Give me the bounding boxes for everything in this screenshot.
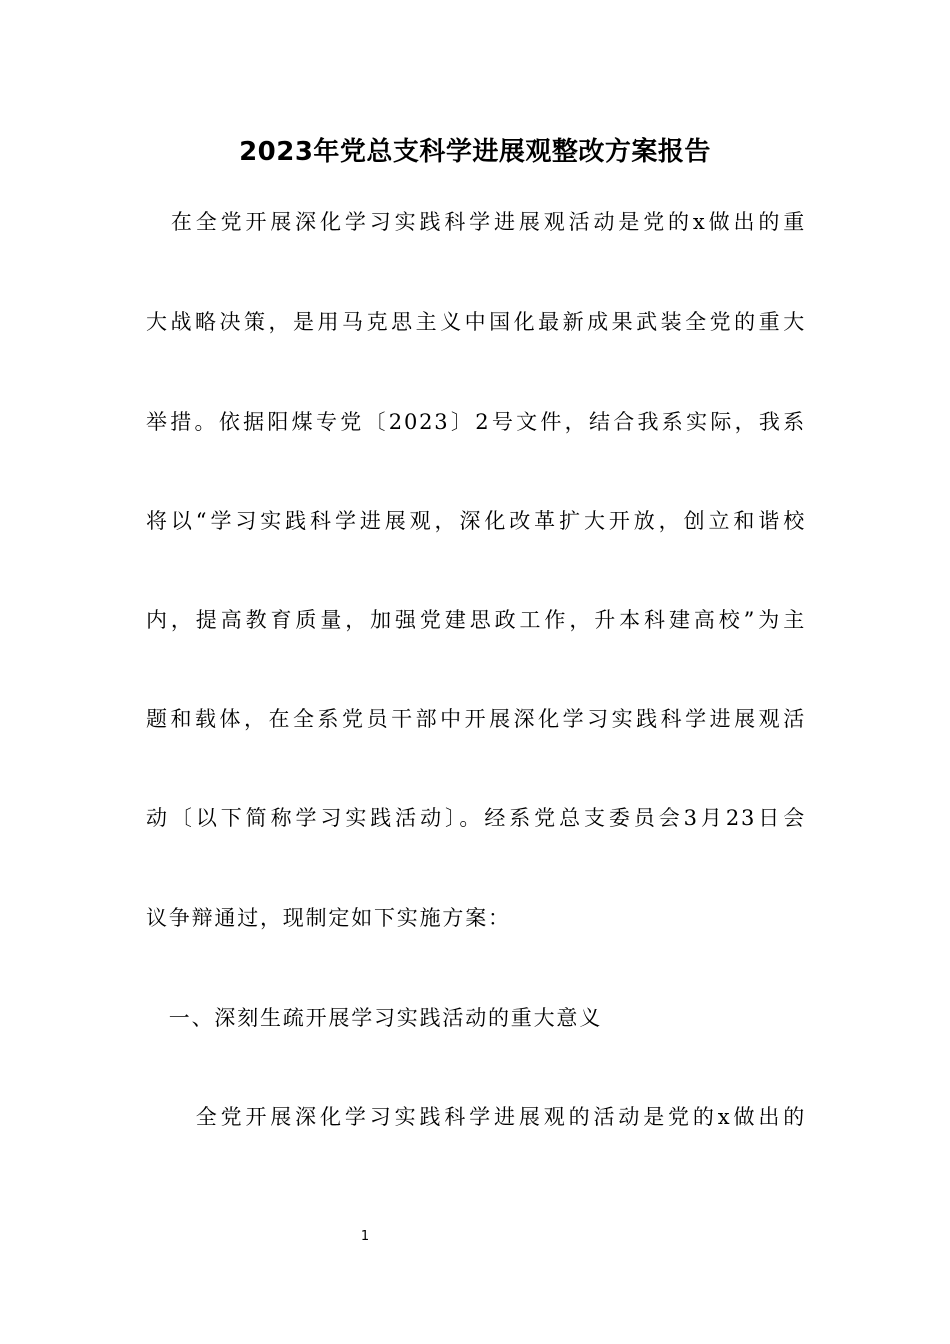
section-heading: 一、深刻生疏开展学习实践活动的重大意义 [146, 1006, 602, 1030]
page-number: 1 [360, 1229, 370, 1244]
paragraph-line: 将以“学习实践科学进展观，深化改革扩大开放，创立和谐校 [146, 509, 806, 533]
paragraph-line: 举措。依据阳煤专党〔2023〕2号文件，结合我系实际，我系 [146, 410, 806, 434]
paragraph-line: 内，提高教育质量，加强党建思政工作，升本科建高校”为主 [146, 608, 806, 632]
paragraph-line: 题和载体，在全系党员干部中开展深化学习实践科学进展观活 [146, 707, 806, 731]
paragraph-line: 大战略决策，是用马克思主义中国化最新成果武装全党的重大 [146, 310, 806, 334]
paragraph-line: 动〔以下简称学习实践活动〕。经系党总支委员会3月23日会 [146, 806, 806, 830]
paragraph-line: 在全党开展深化学习实践科学进展观活动是党的x做出的重 [146, 210, 806, 234]
paragraph-line: 议争辩通过，现制定如下实施方案： [146, 906, 511, 930]
paragraph-line: 全党开展深化学习实践科学进展观的活动是党的x做出的 [146, 1105, 806, 1129]
document-title: 2023年党总支科学进展观整改方案报告 [239, 137, 711, 167]
